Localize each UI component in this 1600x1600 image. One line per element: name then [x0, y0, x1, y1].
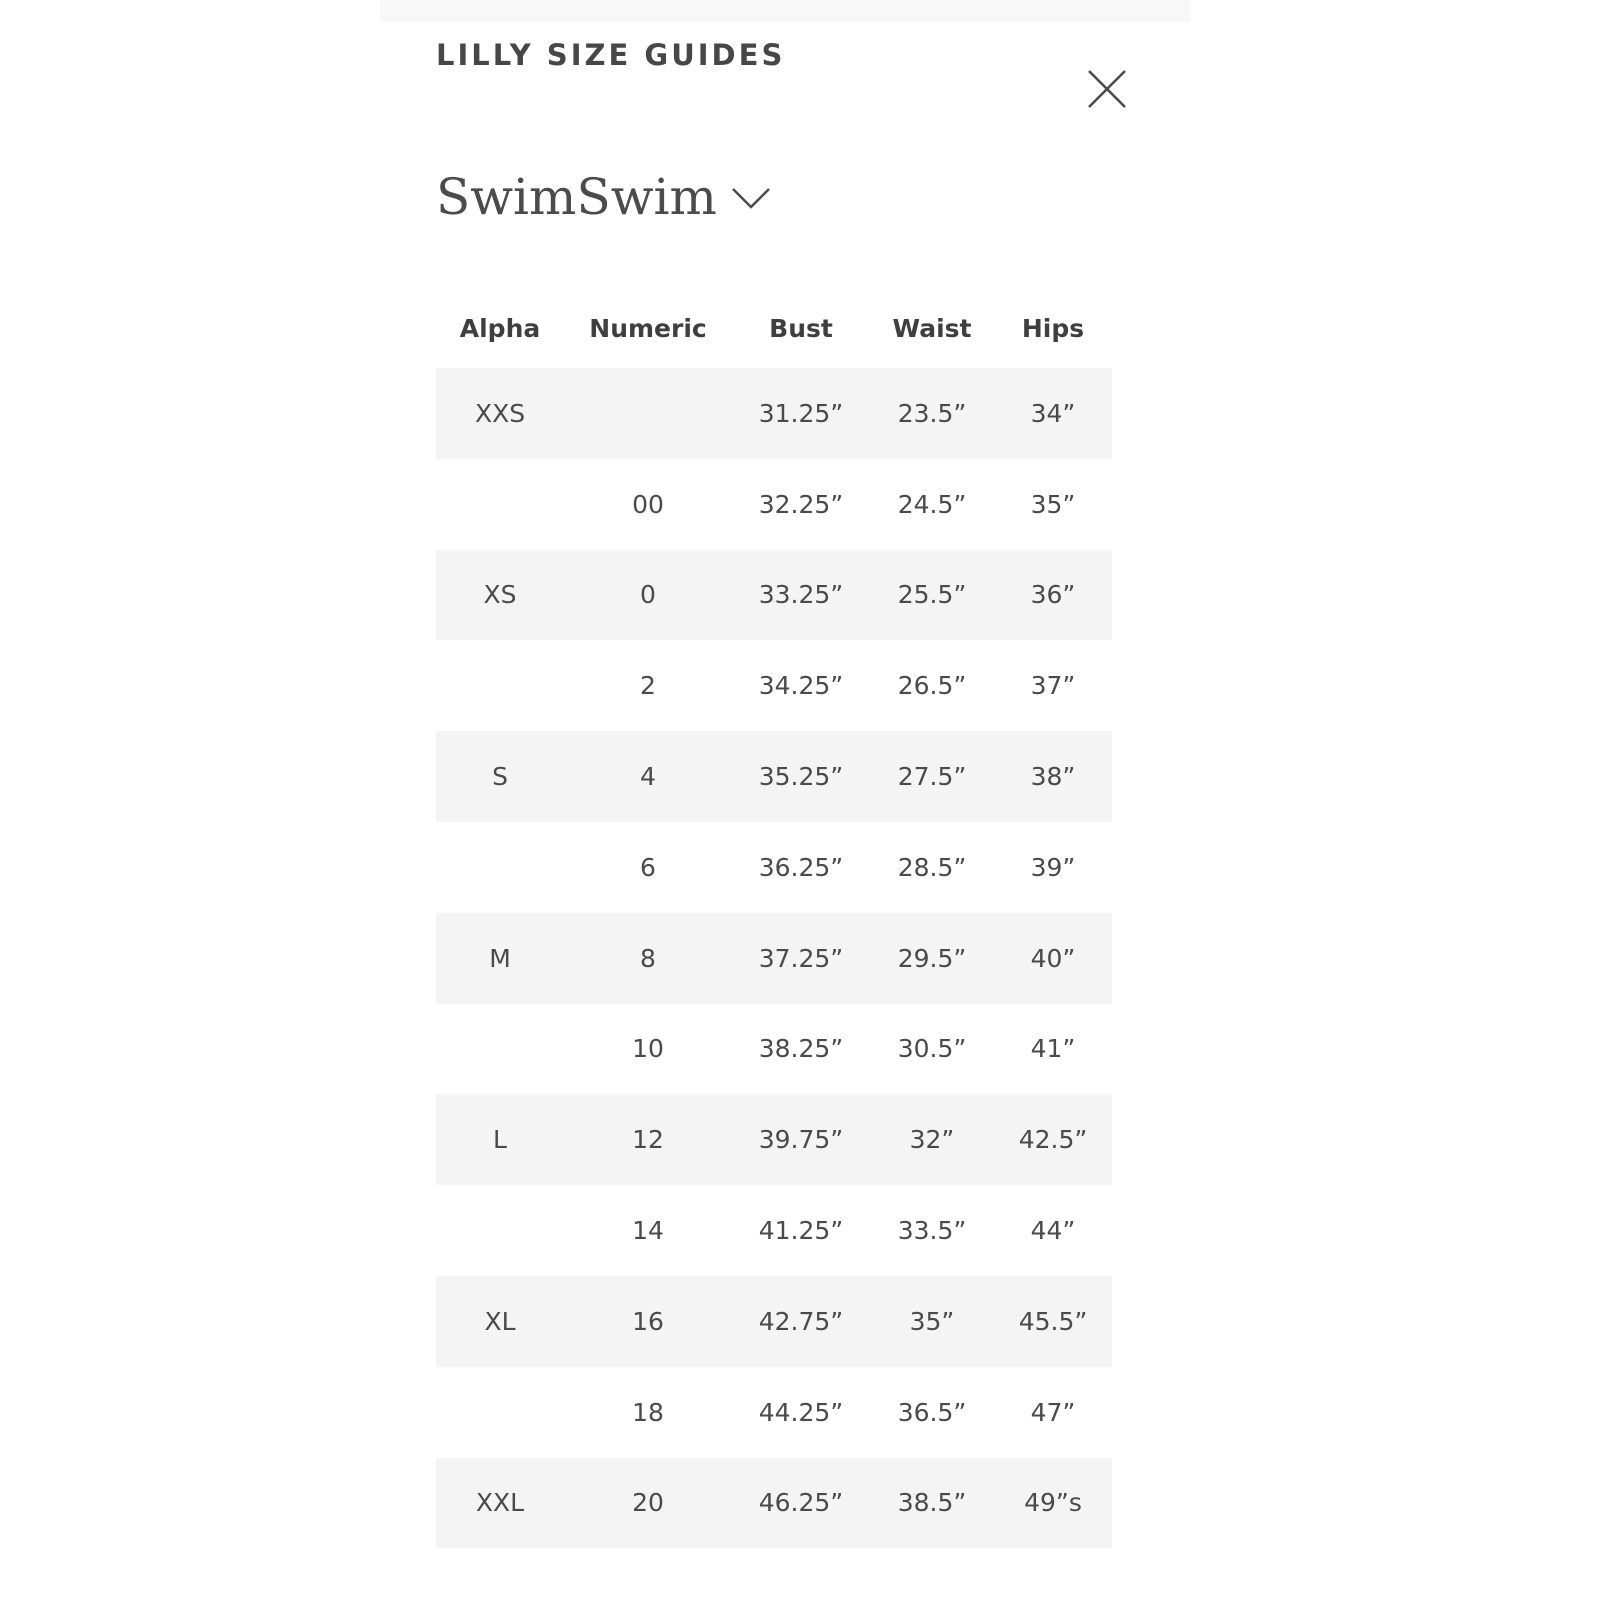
numeric-cell: 10: [564, 1004, 732, 1095]
hips-cell: 42.5”: [994, 1094, 1112, 1185]
bust-cell: 42.75”: [732, 1276, 870, 1367]
alpha-cell: [436, 1004, 564, 1095]
waist-cell: 30.5”: [870, 1004, 994, 1095]
hips-cell: 37”: [994, 640, 1112, 731]
numeric-cell: 12: [564, 1094, 732, 1185]
waist-cell: 29.5”: [870, 913, 994, 1004]
hips-cell: 35”: [994, 459, 1112, 550]
alpha-cell: S: [436, 731, 564, 822]
bust-cell: 38.25”: [732, 1004, 870, 1095]
numeric-cell: 2: [564, 640, 732, 731]
hips-cell: 41”: [994, 1004, 1112, 1095]
table-row: [436, 731, 1112, 822]
alpha-cell: XS: [436, 550, 564, 641]
close-icon: [1084, 66, 1130, 112]
waist-cell: 35”: [870, 1276, 994, 1367]
bust-cell: 41.25”: [732, 1185, 870, 1276]
alpha-cell: [436, 1185, 564, 1276]
category-dropdown[interactable]: [436, 164, 771, 234]
table-row: [436, 822, 1112, 913]
table-row: [436, 1004, 1112, 1095]
alpha-cell: [436, 822, 564, 913]
bust-cell: 44.25”: [732, 1367, 870, 1458]
waist-cell: 33.5”: [870, 1185, 994, 1276]
header-alpha: Alpha: [459, 313, 541, 343]
table-row: [436, 368, 1112, 459]
hips-cell: 40”: [994, 913, 1112, 1004]
alpha-cell: [436, 640, 564, 731]
waist-cell: 24.5”: [870, 459, 994, 550]
header-bust: Bust: [769, 313, 833, 343]
modal-title: LILLY SIZE GUIDES: [436, 38, 786, 72]
hips-cell: 39”: [994, 822, 1112, 913]
table-row: [436, 1094, 1112, 1185]
numeric-cell: 00: [564, 459, 732, 550]
table-row: [436, 640, 1112, 731]
alpha-cell: [436, 459, 564, 550]
waist-cell: 23.5”: [870, 368, 994, 459]
numeric-cell: 4: [564, 731, 732, 822]
header-numeric: Numeric: [589, 313, 707, 343]
numeric-cell: 0: [564, 550, 732, 641]
waist-cell: 25.5”: [870, 550, 994, 641]
waist-cell: 32”: [870, 1094, 994, 1185]
hips-cell: 38”: [994, 731, 1112, 822]
close-button[interactable]: [1084, 66, 1130, 112]
numeric-cell: 20: [564, 1458, 732, 1549]
bust-cell: 33.25”: [732, 550, 870, 641]
size-guide-table: [436, 288, 1112, 1548]
numeric-cell: 18: [564, 1367, 732, 1458]
waist-cell: 28.5”: [870, 822, 994, 913]
numeric-cell: 14: [564, 1185, 732, 1276]
hips-cell: 47”: [994, 1367, 1112, 1458]
alpha-cell: M: [436, 913, 564, 1004]
modal-top-edge: [380, 0, 1190, 22]
numeric-cell: [564, 368, 732, 459]
numeric-cell: 8: [564, 913, 732, 1004]
header-waist: Waist: [892, 313, 972, 343]
alpha-cell: XXS: [436, 368, 564, 459]
table-row: [436, 1185, 1112, 1276]
alpha-cell: XL: [436, 1276, 564, 1367]
header-hips: Hips: [1021, 313, 1085, 343]
waist-cell: 36.5”: [870, 1367, 994, 1458]
bust-cell: 32.25”: [732, 459, 870, 550]
numeric-cell: 16: [564, 1276, 732, 1367]
bust-cell: 46.25”: [732, 1458, 870, 1549]
table-header-row: [436, 288, 1112, 368]
bust-cell: 35.25”: [732, 731, 870, 822]
hips-cell: 44”: [994, 1185, 1112, 1276]
hips-cell: 49”s: [994, 1458, 1112, 1549]
table-row: [436, 459, 1112, 550]
waist-cell: 27.5”: [870, 731, 994, 822]
category-dropdown-label: SwimSwim: [436, 168, 717, 226]
bust-cell: 39.75”: [732, 1094, 870, 1185]
table-row: [436, 1458, 1112, 1549]
hips-cell: 34”: [994, 368, 1112, 459]
table-row: [436, 913, 1112, 1004]
bust-cell: 34.25”: [732, 640, 870, 731]
bust-cell: 37.25”: [732, 913, 870, 1004]
size-table-body: [436, 368, 1112, 1548]
waist-cell: 38.5”: [870, 1458, 994, 1549]
hips-cell: 36”: [994, 550, 1112, 641]
waist-cell: 26.5”: [870, 640, 994, 731]
table-row: [436, 1367, 1112, 1458]
alpha-cell: L: [436, 1094, 564, 1185]
hips-cell: 45.5”: [994, 1276, 1112, 1367]
alpha-cell: [436, 1367, 564, 1458]
numeric-cell: 6: [564, 822, 732, 913]
chevron-down-icon: [731, 186, 771, 210]
table-row: [436, 550, 1112, 641]
bust-cell: 31.25”: [732, 368, 870, 459]
alpha-cell: XXL: [436, 1458, 564, 1549]
table-row: [436, 1276, 1112, 1367]
bust-cell: 36.25”: [732, 822, 870, 913]
